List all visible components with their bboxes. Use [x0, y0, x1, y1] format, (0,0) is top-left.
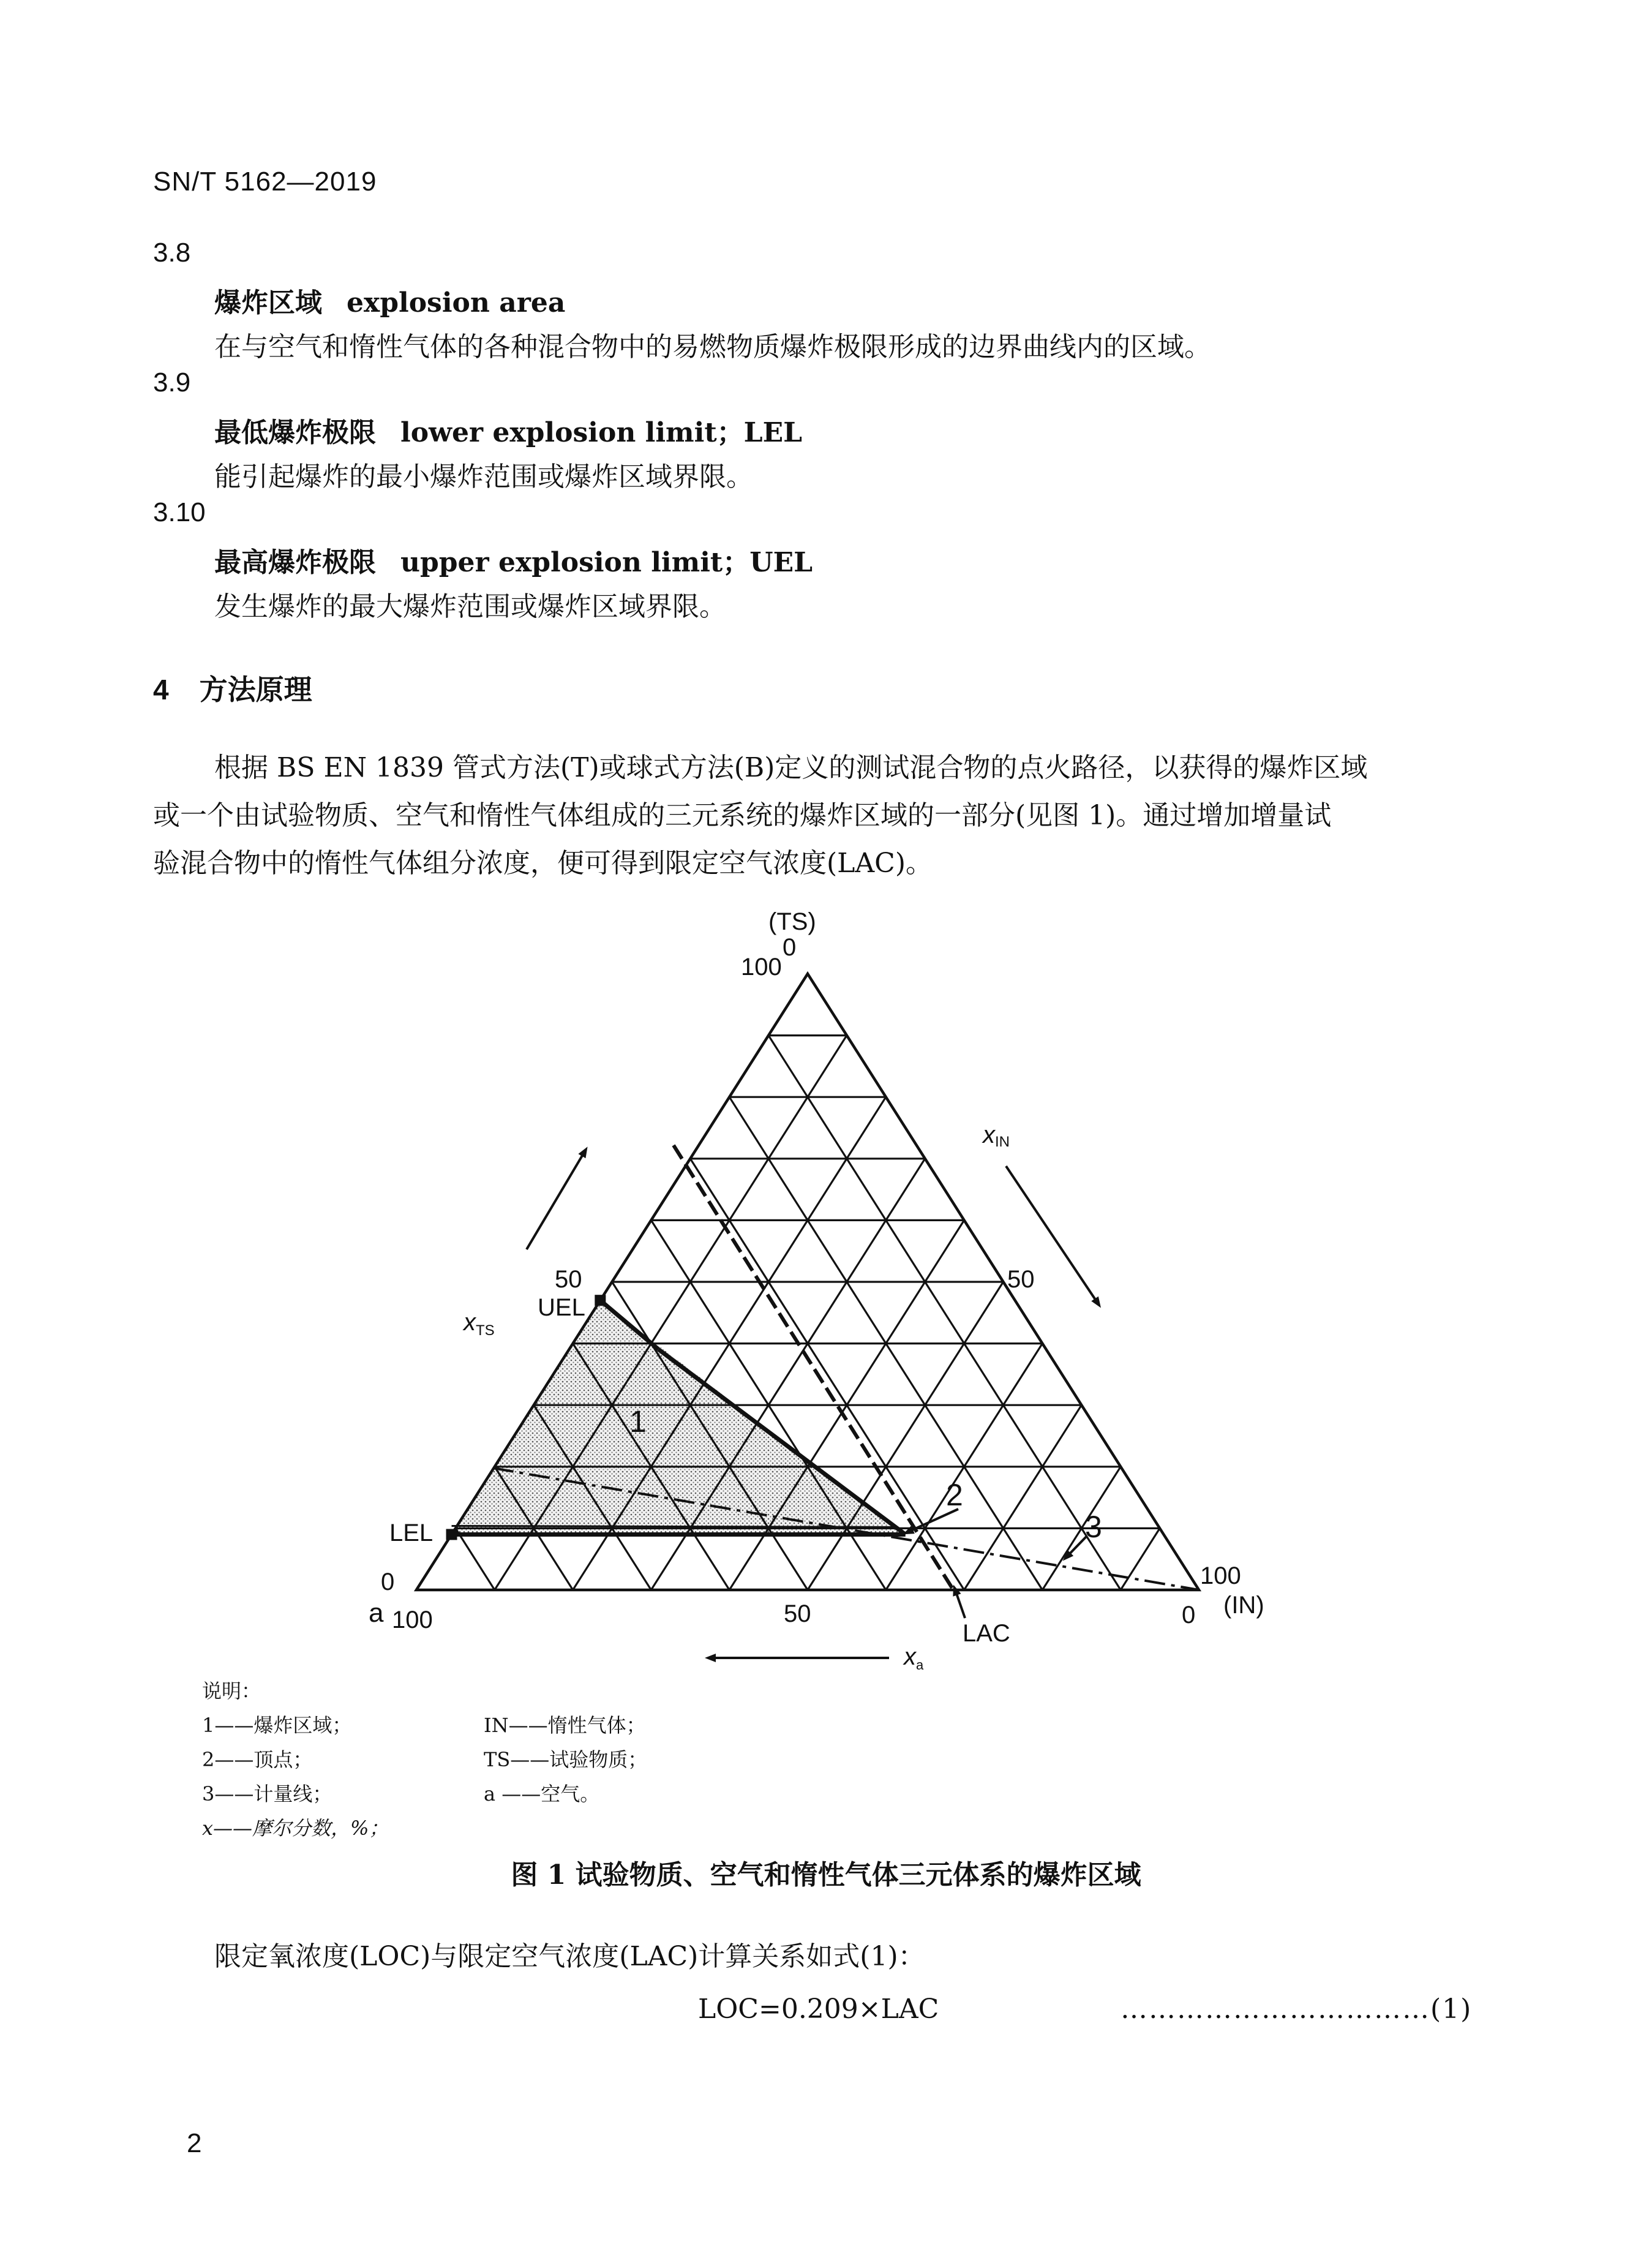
axis-in-fifty: 50	[1007, 1266, 1035, 1293]
axis-air-fifty: 50	[784, 1600, 811, 1627]
term-zh: 最高爆炸极限	[214, 547, 376, 578]
lac-label: LAC	[963, 1620, 1010, 1647]
x-in-subscript: IN	[995, 1134, 1010, 1150]
axis-top-hundred: 100	[741, 954, 782, 981]
formula: LOC=0.209×LAC	[698, 1994, 939, 2025]
axis-bottom-right-zero: 0	[1182, 1602, 1196, 1629]
grid-line	[964, 1405, 1082, 1590]
uel-point	[595, 1295, 606, 1306]
term-zh: 最低爆炸极限	[214, 417, 376, 448]
x-air-symbol	[903, 1643, 924, 1673]
x-in-symbol	[982, 1121, 1010, 1150]
term-number: 3.9	[153, 367, 191, 397]
explosion-area-marker: 1	[629, 1404, 647, 1439]
x-air-subscript: a	[916, 1657, 924, 1673]
term-number: 3.10	[153, 497, 206, 527]
grid-line	[808, 1282, 1004, 1590]
term-number: 3.8	[153, 238, 191, 268]
lac-leader	[955, 1590, 965, 1618]
legend-item: x——摩尔分数，%；	[202, 1817, 389, 1840]
x-ts-symbol	[462, 1309, 495, 1339]
legend-item: 2——顶点；	[202, 1748, 313, 1771]
axis-bottom-left-zero: 0	[381, 1568, 395, 1595]
term-definition: 能引起爆炸的最小爆炸范围或爆炸区域界限。	[214, 461, 753, 492]
uel-label: UEL	[538, 1294, 585, 1321]
paragraph-line: 或一个由试验物质、空气和惰性气体组成的三元系统的爆炸区域的一部分(见图 1)。通过增加增量试	[153, 800, 1332, 831]
legend-item: TS——试验物质；	[484, 1748, 648, 1771]
paragraph-line: 验混合物中的惰性气体组分浓度，便可得到限定空气浓度(LAC)。	[153, 848, 933, 879]
stoichiometric-line-marker: 3	[1085, 1510, 1102, 1544]
lel-point	[446, 1529, 457, 1540]
term-en: lower explosion limit；LEL	[400, 417, 803, 448]
axis-in-hundred: 100	[1200, 1562, 1241, 1589]
axis-air-hundred: 100	[392, 1606, 433, 1633]
legend-item: a ——空气。	[484, 1782, 600, 1806]
figure-caption: 图 1 试验物质、空气和惰性气体三元体系的爆炸区域	[511, 1859, 1141, 1891]
formula-number: ……………………………(1)	[1121, 1994, 1473, 2025]
x-ts-arrow	[527, 1151, 585, 1249]
term-en: explosion area	[347, 287, 566, 318]
legend-item: IN——惰性气体；	[484, 1714, 646, 1737]
term-definition: 发生爆炸的最大爆炸范围或爆炸区域界限。	[214, 591, 726, 622]
legend-item: 1——爆炸区域；	[202, 1714, 352, 1737]
lel-label: LEL	[389, 1519, 434, 1546]
page-number: 2	[187, 2128, 202, 2158]
term-zh: 爆炸区域	[214, 287, 322, 318]
paragraph-line: 根据 BS EN 1839 管式方法(T)或球式方法(B)定义的测试混合物的点火路径，以获得的爆炸区域	[214, 752, 1368, 783]
term-definition: 在与空气和惰性气体的各种混合物中的易燃物质爆炸极限形成的边界曲线内的区域。	[214, 331, 1211, 363]
x-ts-symbol-letter: x	[464, 1309, 476, 1336]
x-ts-subscript: TS	[476, 1322, 495, 1339]
section-title: 方法原理	[199, 673, 312, 706]
formula-intro: 限定氧浓度(LOC)与限定空气浓度(LAC)计算关系如式(1)：	[214, 1941, 925, 1972]
term-en: upper explosion limit；UEL	[400, 547, 813, 578]
grid-line	[456, 1528, 495, 1590]
x-air-symbol-letter: x	[904, 1643, 916, 1670]
axis-top-zero: 0	[783, 934, 797, 961]
grid-line	[1121, 1528, 1160, 1590]
axis-ts-label: (TS)	[768, 908, 816, 935]
axis-in-label: (IN)	[1223, 1592, 1264, 1619]
x-in-symbol-letter: x	[983, 1121, 995, 1148]
apex-marker: 2	[946, 1478, 963, 1512]
air-vertex-label: a	[369, 1598, 384, 1628]
standard-number: SN/T 5162—2019	[153, 167, 377, 197]
legend-item: 3——计量线；	[202, 1782, 332, 1806]
section-number: 4	[153, 674, 169, 706]
axis-ts-fifty: 50	[555, 1266, 582, 1293]
legend-title: 说明：	[202, 1679, 261, 1703]
